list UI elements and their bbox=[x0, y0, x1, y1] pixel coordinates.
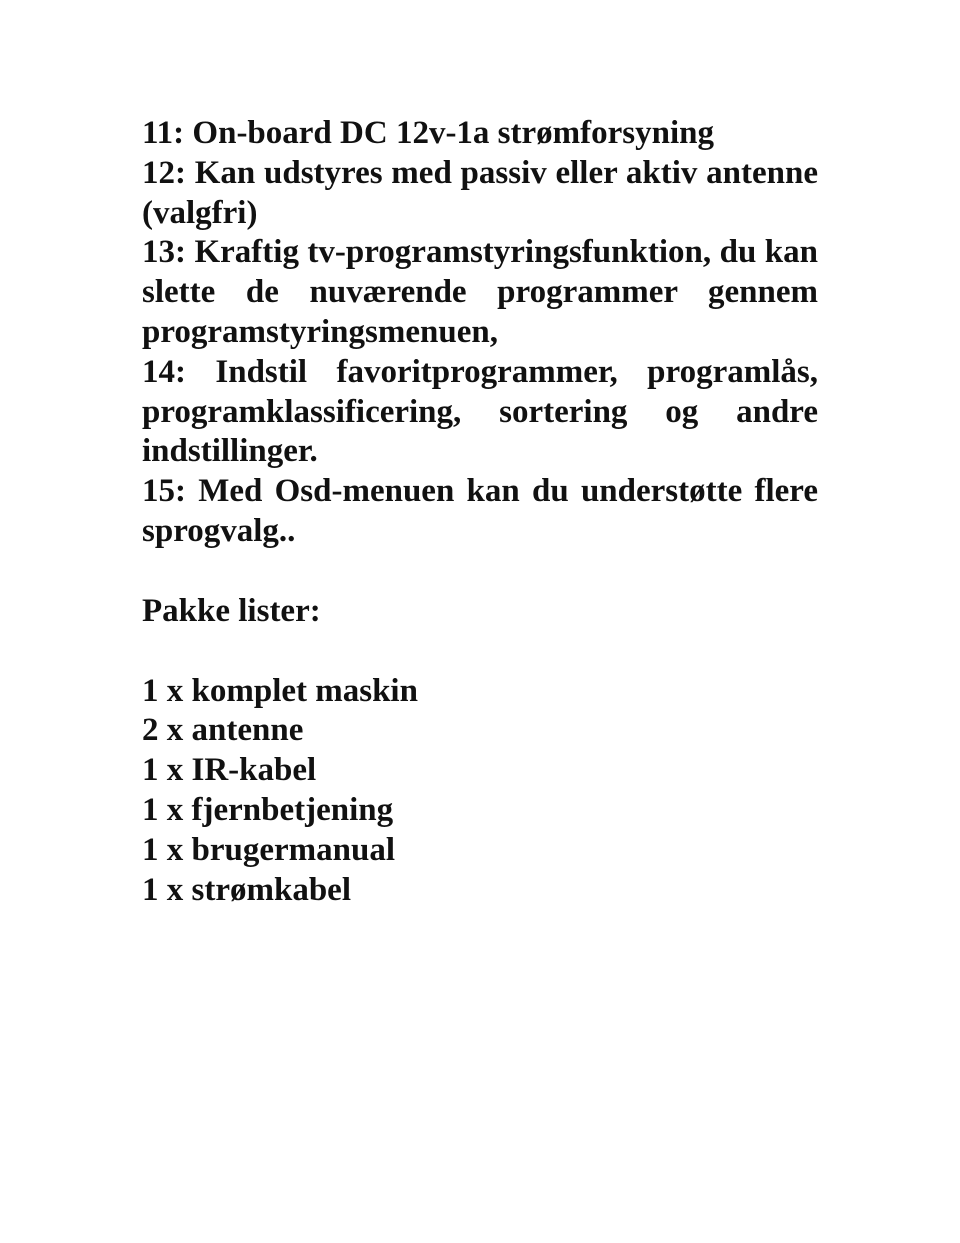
feature-item-14: 14: Indstil favoritprogrammer, programlås, programklassificering, sortering og andre indstillinger. bbox=[142, 353, 818, 470]
package-item-user-manual: 1 x brugermanual bbox=[142, 831, 396, 868]
feature-item-13: 13: Kraftig tv-programstyringsfunktion, du kan slette de nuværende programmer gennem programstyringsmenuen, bbox=[142, 234, 818, 350]
feature-item-15: 15: Med Osd-menuen kan du understøtte flere sprogvalg.. bbox=[142, 473, 818, 549]
package-item-power-cable: 1 x strømkabel bbox=[142, 871, 351, 908]
package-list-heading: Pakke lister: bbox=[142, 592, 321, 629]
package-item-ir-cable: 1 x IR-kabel bbox=[142, 752, 317, 789]
feature-item-12: 12: Kan udstyres med passiv eller aktiv antenne (valgfri) bbox=[142, 154, 818, 231]
package-item-machine: 1 x komplet maskin bbox=[142, 672, 418, 709]
feature-item-11: 11: On-board DC 12v-1a strømforsyning bbox=[142, 115, 715, 151]
package-item-remote-control: 1 x fjernbetjening bbox=[142, 791, 394, 828]
package-item-antenna: 2 x antenne bbox=[142, 712, 304, 749]
document-body bbox=[142, 114, 818, 910]
package-list bbox=[142, 672, 818, 911]
